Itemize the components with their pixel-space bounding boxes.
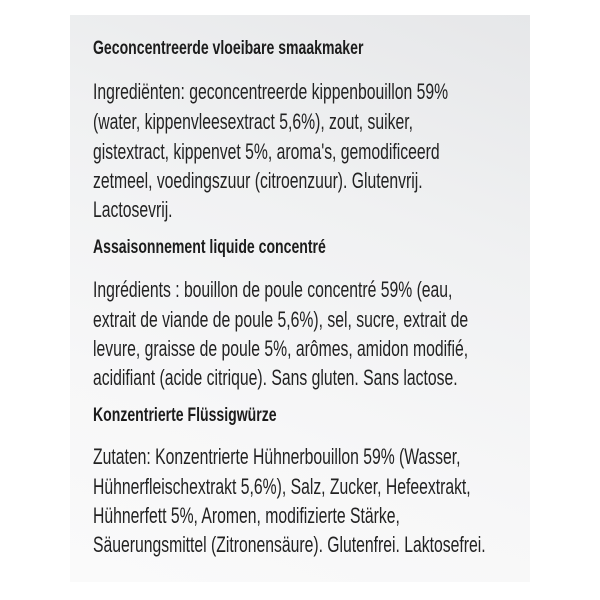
ingredient-line: Ingrédients : bouillon de poule concentré 59% (eau, (93, 277, 453, 302)
section-title-de: Konzentrierte Flüssigwürze (93, 405, 277, 426)
ingredient-line: Zutaten: Konzentrierte Hühnerbouillon 59% (Wasser, (93, 444, 461, 469)
ingredient-line: Hühnerfett 5%, Aromen, modifizierte Stärke, (93, 503, 400, 528)
ingredient-line: Hühnerfleischextrakt 5,6%), Salz, Zucker, Hefeextrakt, (93, 474, 471, 499)
ingredient-line: levure, graisse de poule 5%, arômes, amidon modifié, (93, 336, 469, 361)
ingredient-line: zetmeel, voedingszuur (citroenzuur). Glutenvrij. (93, 168, 423, 193)
ingredient-line: extrait de viande de poule 5,6%), sel, sucre, extrait de (93, 307, 469, 332)
ingredient-line: (water, kippenvleesextract 5,6%), zout, suiker, (93, 109, 413, 134)
ingredient-line: acidifiant (acide citrique). Sans gluten. Sans lactose. (93, 365, 458, 390)
ingredient-line: Säuerungsmittel (Zitronensäure). Glutenfrei. Laktosefrei. (93, 532, 486, 557)
section-title-fr: Assaisonnement liquide concentré (93, 237, 326, 258)
ingredient-line: Ingrediënten: geconcentreerde kippenbouillon 59% (93, 79, 449, 104)
section-title-nl: Geconcentreerde vloeibare smaakmaker (93, 38, 364, 59)
ingredient-line: gistextract, kippenvet 5%, aroma's, gemodificeerd (93, 139, 440, 164)
ingredient-line: Lactosevrij. (93, 197, 173, 222)
